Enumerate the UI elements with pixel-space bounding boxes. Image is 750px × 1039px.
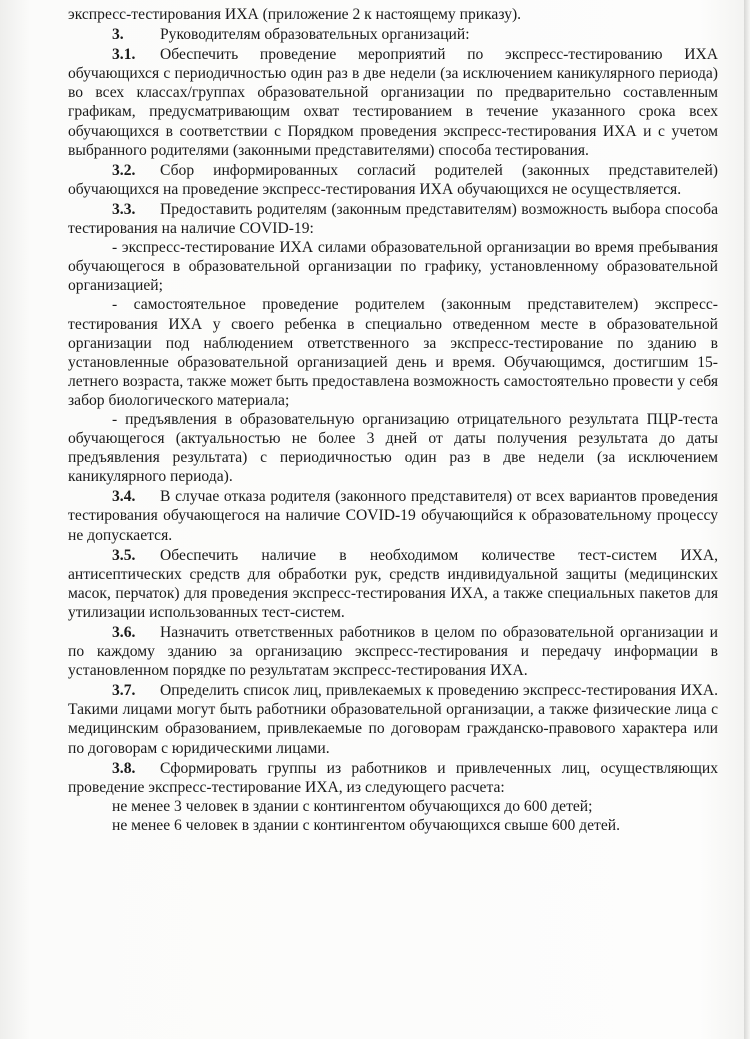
page-edge-shadow [744,0,750,1039]
clause-number: 3.4. [112,488,136,506]
paragraph-3 [68,25,718,44]
paragraph-text: Руководителям образовательных организаций: [160,26,470,44]
group-size-rule-2 [68,816,718,835]
paragraph-text: Назначить ответственных работников в целом по образовательной организации и по каждому зданию за организацию экспресс-тестирования и передачу информации в установленном порядке по результатам экспресс-тестирования ИХА. [68,624,718,680]
clause-number: 3.6. [112,624,136,641]
paragraph-text: Обеспечить наличие в необходимом количестве тест-систем ИХА, антисептических средств для обработки рук, средств индивидуальной защиты (медицинских масок, перчаток) для проведения экспресс-тестирования ИХА, а также специальных пакетов для утилизации использованных тест-систем. [68,546,718,621]
clause-number: 3. [112,26,124,44]
paragraph-3-4 [68,487,718,544]
clause-number: 3.2. [112,161,136,179]
paragraph-text: не менее 6 человек в здании с контингентом обучающихся свыше 600 детей. [112,816,621,834]
paragraph-text: - самостоятельное проведение родителем (законным представителем) экспресс-тестирования ИХА у своего ребенка в специально отведенном месте в образовательной организации под наблюдением ответственного за экспресс-тестирование по зданию в установленные образовательной организацией день и время. Обучающимся, достигшим 15-летнего возраста, также может быть предоставлена возможность самостоятельно провести у себя забор биологического материала; [68,296,718,409]
paragraph-text: Обеспечить проведение мероприятий по экспресс-тестированию ИХА обучающихся с периодичностью один раз в две недели (за исключением каникулярного периода) во всех классах/группах образовательной организации по предварительно составленным графикам, предусматривающим охват тестированием в течение указанного срока всех обучающихся в соответствии с Порядком проведения экспресс-тестирования ИХА и с учетом выбранного родителями (законными представителями) способа тестирования. [68,46,718,159]
paragraph-text: В случае отказа родителя (законного представителя) от всех вариантов проведения тестирования обучающегося на наличие COVID-19 обучающийся к образовательному процессу не допускается. [68,488,718,544]
clause-number: 3.1. [112,46,136,64]
list-item-option-2 [68,295,718,410]
list-item-option-3 [68,410,718,486]
paragraph-3-3 [68,200,718,238]
paragraph-3-6 [68,623,718,680]
paragraph-text: Сбор информированных согласий родителей (законных представителей) обучающихся на проведение экспресс-тестирования ИХА обучающихся не осуществляется. [68,161,718,198]
paragraph-text: Сформировать группы из работников и привлеченных лиц, осуществляющих проведение экспресс-тестирование ИХА, из следующего расчета: [68,759,718,796]
group-size-rule-1 [68,797,718,816]
clause-number: 3.7. [112,682,136,700]
list-item-option-1 [68,238,718,295]
paragraph-text: - экспресс-тестирование ИХА силами образовательной организации во время пребывания обучающегося в образовательной организации по графику, установленному образовательной организацией; [68,239,718,295]
clause-number: 3.5. [112,546,136,564]
paragraph-3-5 [68,546,718,622]
paragraph-text: экспресс-тестирования ИХА (приложение 2 к настоящему приказу). [68,6,522,23]
paragraph-3-7 [68,681,718,757]
paragraph-text: Предоставить родителям (законным представителям) возможность выбора способа тестирования на наличие COVID-19: [68,200,718,238]
clause-number: 3.3. [112,200,136,218]
paragraph-3-1 [68,45,718,160]
clause-number: 3.8. [112,759,136,777]
paragraph-3-8 [68,759,718,797]
paragraph-text: не менее 3 человек в здании с контингентом обучающихся до 600 детей; [112,797,593,815]
paragraph-3-2 [68,161,718,199]
paragraph-continuation [68,5,718,24]
paragraph-text: - предъявления в образовательную организацию отрицательного результата ПЦР-теста обучающегося (актуальностью не более 3 дней от даты получения результата до даты предъявления результата) с периодичностью один раз в две недели (за исключением каникулярного периода). [68,410,718,486]
paragraph-text: Определить список лиц, привлекаемых к проведению экспресс-тестирования ИХА. Такими лицами могут быть работники образовательной организации, а также физические лица с медицинским образованием, привлекаемые по договорам гражданско-правового характера или по договорам с юридическими лицами. [68,682,718,757]
